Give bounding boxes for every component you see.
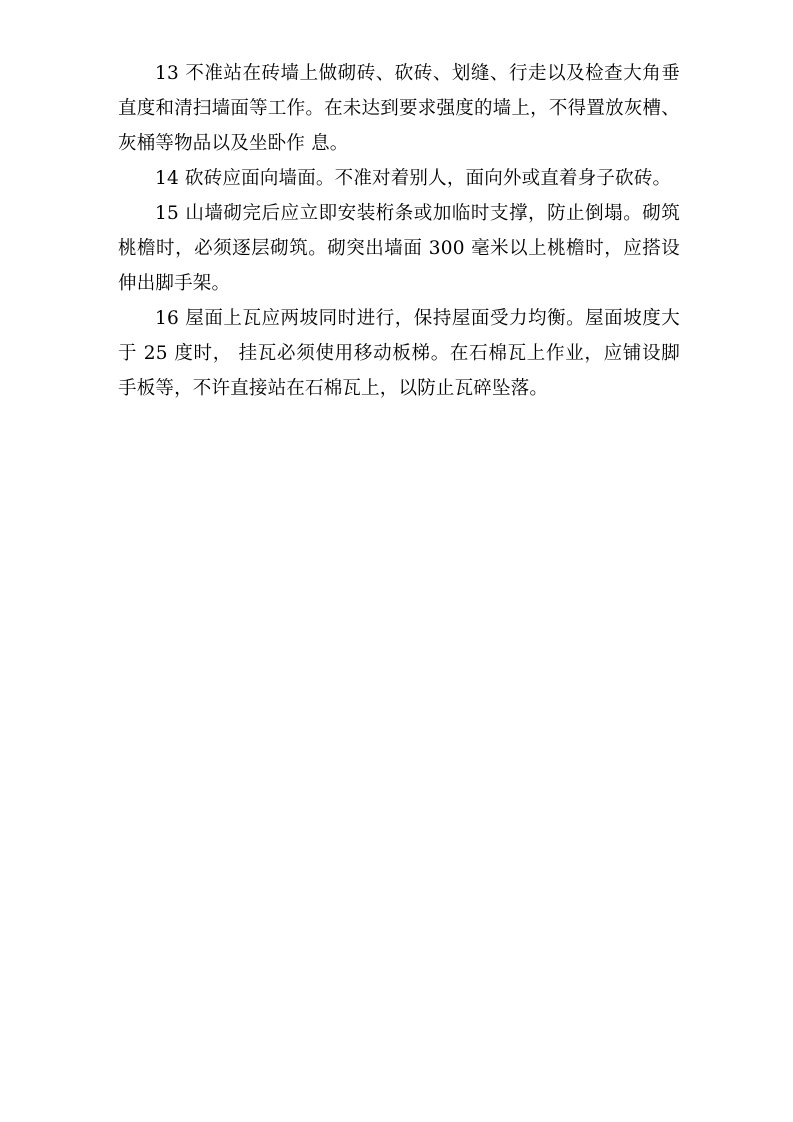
paragraph-14: 14 砍砖应面向墙面。不准对着别人，面向外或直着身子砍砖。 [155, 168, 672, 189]
document-body [118, 56, 680, 406]
paragraph-15: 15 山墙砌完后应立即安装桁条或加临时支撑，防止倒塌。砌筑桃檐时，必须逐层砌筑。砌突出墙面 300 毫米以上桃檐时，应搭设伸出脚手架。 [118, 203, 680, 294]
paragraph-13: 13 不准站在砖墙上做砌砖、砍砖、划缝、行走以及检查大角垂直度和清扫墙面等工作。在未达到要求强度的墙上，不得置放灰槽、灰桶等物品以及坐卧作 息。 [118, 63, 680, 154]
paragraph-16: 16 屋面上瓦应两坡同时进行，保持屋面受力均衡。屋面坡度大于 25 度时， 挂瓦必须使用移动板梯。在石棉瓦上作业，应铺设脚手板等，不许直接站在石棉瓦上，以防止瓦碎坠落。 [118, 308, 680, 399]
